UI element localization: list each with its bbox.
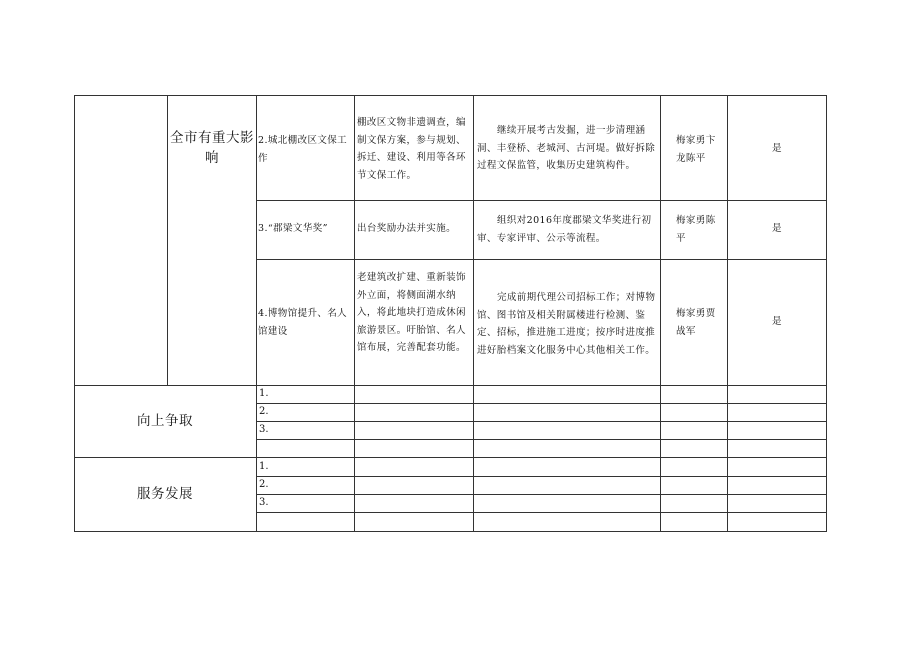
section-line-2	[74, 457, 827, 458]
subrow-line	[256, 439, 827, 440]
row-2-flag: 是	[772, 223, 782, 234]
row-line-2	[256, 259, 827, 260]
section-2-label: 服务发展	[137, 486, 193, 502]
row-1-leader: 梅家勇卞龙陈平	[676, 135, 716, 164]
table-border-bottom	[74, 531, 827, 532]
section-1-label: 向上争取	[137, 413, 193, 429]
subrow-line	[256, 403, 827, 404]
col-line-project	[256, 95, 257, 532]
row-3-project: 4.博物馆提升、名人馆建设	[258, 308, 348, 337]
row-1-flag: 是	[772, 143, 782, 154]
col-line-progress	[473, 95, 474, 532]
row-2-leader: 梅家勇陈平	[676, 215, 716, 244]
section-2-item-2: 2.	[259, 479, 269, 490]
category-label: 全市有重大影响	[170, 130, 254, 166]
row-2-progress: 组织对2016年度郡梁文华奖进行初审、专家评审、公示等流程。	[477, 215, 652, 244]
subrow-line	[256, 494, 827, 495]
row-3-progress: 完成前期代理公司招标工作；对博物馆、图书馆及相关附属楼进行检测、鉴定、招标，推进施工进度；按序时进度推进好胎档案文化服务中心其他相关工作。	[477, 292, 656, 356]
subrow-line	[256, 421, 827, 422]
row-2-content: 出台奖励办法并实施。	[357, 223, 457, 234]
section-2-item-3: 3.	[259, 497, 269, 508]
table-border-top	[74, 95, 827, 96]
row-3-content: 老建筑改扩建、重新装饰外立面，将侧面湖水纳入，将此地块打造成休闲旅游景区。吁胎馆、名人馆布展，完善配套功能。	[357, 272, 466, 353]
subrow-line	[256, 476, 827, 477]
section-2-item-1: 1.	[259, 461, 269, 472]
col-line-content	[354, 95, 355, 532]
row-1-project: 2.城北棚改区文保工作	[258, 135, 348, 164]
work-plan-table	[74, 95, 827, 532]
col-line-category	[167, 95, 168, 385]
table-border-right	[826, 95, 827, 532]
col-line-leader	[660, 95, 661, 532]
row-line-1	[256, 200, 827, 201]
row-1-progress: 继续开展考古发掘，进一步清理涵洞、丰登桥、老城河、古河堤。做好拆除过程文保监管，收集历史建筑构件。	[477, 125, 656, 171]
section-line-1	[74, 385, 827, 386]
row-3-leader: 梅家勇贾战军	[676, 308, 716, 337]
section-1-item-1: 1.	[259, 388, 269, 399]
section-1-item-3: 3.	[259, 424, 269, 435]
col-line-flag	[727, 95, 728, 532]
table-border-left	[74, 95, 75, 532]
row-2-project: 3.“郡梁文华奖”	[258, 223, 328, 234]
row-3-flag: 是	[772, 316, 782, 327]
section-1-item-2: 2.	[259, 406, 269, 417]
subrow-line	[256, 512, 827, 513]
row-1-content: 棚改区文物非遗调查，编制文保方案，参与规划、拆迁、建设、利用等各环节文保工作。	[357, 117, 466, 181]
